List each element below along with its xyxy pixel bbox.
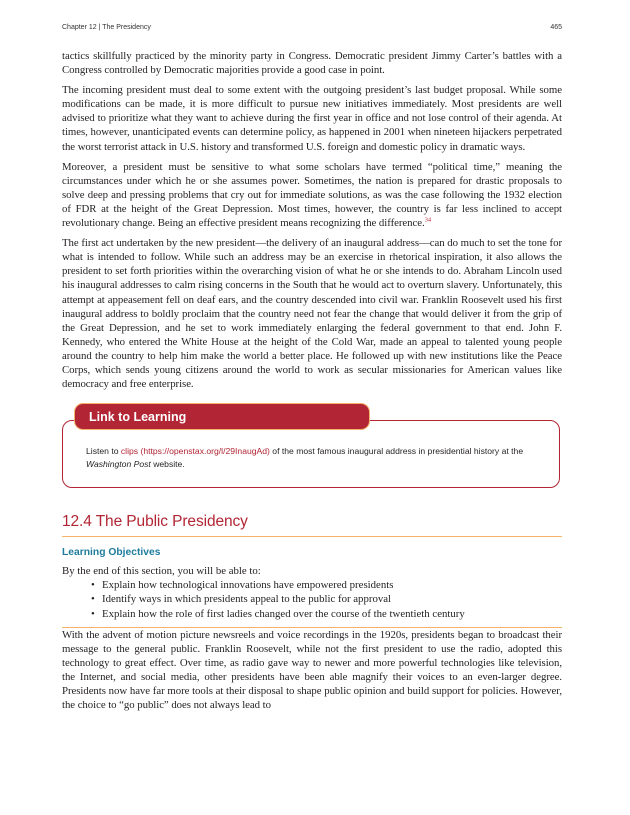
clips-link[interactable]: clips (https://openstax.org/l/29InaugAd) bbox=[120, 446, 270, 457]
paragraph-2: The incoming president must deal to some extent with the outgoing president’s last budget proposal. While some modifications can be made, it is more difficult to pursue new initiatives immediately. Most presidents are well advised to prioritize what they want to achieve during the first year in office and not lose control of their agenda. At times, however, unanticipated events can determine policy, as happened in 2001 when nineteen hijackers perpetrated the worst terrorist attack in U.S. history and transformed U.S. foreign and domestic policy in dramatic ways. bbox=[62, 84, 562, 153]
learning-objectives-intro: By the end of this section, you will be able to: bbox=[62, 565, 261, 578]
paragraph-3 bbox=[62, 160, 562, 230]
objective-text: Identify ways in which presidents appeal to the public for approval bbox=[102, 593, 392, 606]
ltl-text-middle: of the most famous inaugural address in presidential history at the bbox=[269, 446, 524, 457]
link-to-learning-box bbox=[62, 403, 562, 495]
link-to-learning-text bbox=[86, 445, 546, 471]
page-number: 465 bbox=[550, 24, 562, 31]
page-content bbox=[62, 49, 562, 718]
section-title: 12.4 The Public Presidency bbox=[62, 513, 562, 537]
objective-item bbox=[62, 607, 562, 621]
paragraph-3-text: Moreover, a president must be sensitive to what some scholars have termed “political time,” meaning the circumstances under which he or she assumes power. Sometimes, the nation is prepared for drastic proposals to solve deep and pressing problems that cry out for immediate solutions, as was the case following the 1932 election of FDR at the height of the Great Depression. Most times, however, the country is far less inclined to accept revolutionary change. Being an effective president means recognizing the difference. bbox=[62, 160, 562, 230]
chapter-label: Chapter 12 | The Presidency bbox=[62, 24, 151, 31]
ltl-italic-source: Washington Post bbox=[86, 459, 151, 470]
learning-objectives-heading: Learning Objectives bbox=[62, 547, 161, 559]
learning-objectives-list bbox=[62, 578, 562, 628]
footnote-link[interactable]: 34 bbox=[424, 216, 432, 224]
bullet-icon: • bbox=[91, 593, 95, 606]
objective-text: Explain how technological innovations have empowered presidents bbox=[102, 579, 394, 592]
objective-text: Explain how the role of first ladies changed over the course of the twentieth century bbox=[102, 607, 465, 620]
objective-item bbox=[62, 592, 562, 606]
paragraph-1: tactics skillfully practiced by the minority party in Congress. Democratic president Jimmy Carter’s battles with a Congress controlled by Democratic majorities provide a good case in point. bbox=[62, 50, 562, 77]
paragraph-5: With the advent of motion picture newsreels and voice recordings in the 1920s, presidents began to broadcast their message to the general public. Franklin Roosevelt, while not the first president to use the radio, adopted this technology to great effect. Over time, as radio gave way to newer and more powerful technologies like television, the Internet, and social media, other presidents have been able magnify their voices to an even-larger degree. Presidents now have far more tools at their disposal to shape public opinion and build support for policies. However, the choice to “go public” does not always lead to bbox=[62, 628, 562, 712]
link-to-learning-title: Link to Learning bbox=[89, 409, 187, 424]
ltl-text-before: Listen to bbox=[86, 446, 121, 457]
objective-item bbox=[62, 578, 562, 592]
paragraph-4: The first act undertaken by the new president—the delivery of an inaugural address—can do much to set the tone for what is intended to follow. While such an address may be an exercise in rhetorical inspiration, it also allows the president to set forth priorities within the overarching vision of what he or she intends to do. Abraham Lincoln used his inaugural addresses to calm rising concerns in the South that he would act to overturn slavery. Unfortunately, this attempt at appeasement fell on deaf ears, and the country descended into civil war. Franklin Roosevelt used his first inaugural address to boldly proclaim that the country need not fear the change that would deliver it from the grip of the Great Depression, and he set to work immediately enlarging the federal government to that end. John F. Kennedy, who entered the White House at the height of the Cold War, made an appeal to talented young people around the country to help him make the world a better place. He followed up with new institutions like the Peace Corps, which sends young citizens around the world to work as secular missionaries for American values like democracy and free enterprise. bbox=[62, 237, 562, 391]
bullet-icon: • bbox=[91, 607, 95, 620]
bullet-icon: • bbox=[91, 579, 95, 592]
ltl-text-after: website. bbox=[150, 459, 185, 470]
link-to-learning-tab bbox=[74, 403, 370, 430]
running-header bbox=[62, 24, 562, 31]
